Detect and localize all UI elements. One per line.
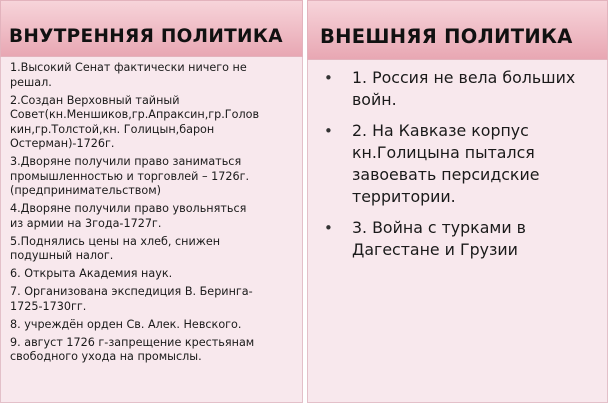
- internal-policy-item-1: 1.Высокий Сенат фактически ничего не решал.: [10, 61, 247, 89]
- foreign-policy-header: [307, 0, 608, 60]
- foreign-policy-item-1: [322, 67, 602, 111]
- foreign-policy-column: [307, 0, 608, 403]
- internal-policy-item-7: 7. Организована экспедиция В. Беринга- 1725-1730гг.: [10, 285, 253, 313]
- bullet-icon: •: [324, 69, 333, 87]
- internal-policy-item-8: 8. учреждён орден Св. Алек. Невского.: [10, 317, 242, 331]
- bullet-icon: •: [324, 122, 333, 140]
- foreign-policy-body: [307, 60, 608, 403]
- internal-policy-item-6: 6. Открыта Академия наук.: [10, 267, 173, 280]
- internal-policy-title: ВНУТРЕННЯЯ ПОЛИТИКА: [9, 26, 283, 47]
- internal-policy-item-4: 4.Дворяне получили право увольняться из армии на 3года-1727г.: [10, 202, 247, 230]
- internal-policy-item-9: 9. август 1726 г-запрещение крестьянам свободного ухода на промыслы.: [10, 335, 255, 363]
- internal-policy-list: [10, 61, 300, 368]
- internal-policy-item-5: 5.Поднялись цены на хлеб, снижен подушный налог.: [10, 234, 221, 262]
- internal-policy-item-2: 2.Создан Верховный тайный Совет(кн.Меншиков,гр.Апраксин,гр.Голов кин,гр.Толстой,кн. Голицын,барон Остерман)-1726г.: [10, 93, 260, 150]
- internal-policy-item-3: 3.Дворяне получили право заниматься промышленностью и торговлей – 1726г. (предпринимательством): [10, 155, 250, 197]
- bullet-icon: •: [324, 219, 333, 237]
- foreign-policy-item-text: 2. На Кавказе корпус кн.Голицына пытался завоевать персидские территории.: [352, 121, 540, 206]
- foreign-policy-list: [322, 67, 602, 270]
- internal-policy-body: [0, 57, 303, 403]
- foreign-policy-item-2: [322, 120, 602, 208]
- foreign-policy-title: ВНЕШНЯЯ ПОЛИТИКА: [320, 25, 573, 48]
- foreign-policy-item-3: [322, 217, 602, 261]
- internal-policy-column: [0, 0, 303, 403]
- foreign-policy-item-text: 1. Россия не вела больших войн.: [352, 68, 576, 109]
- internal-policy-header: [0, 0, 303, 57]
- foreign-policy-item-text: 3. Война с турками в Дагестане и Грузии: [352, 218, 526, 259]
